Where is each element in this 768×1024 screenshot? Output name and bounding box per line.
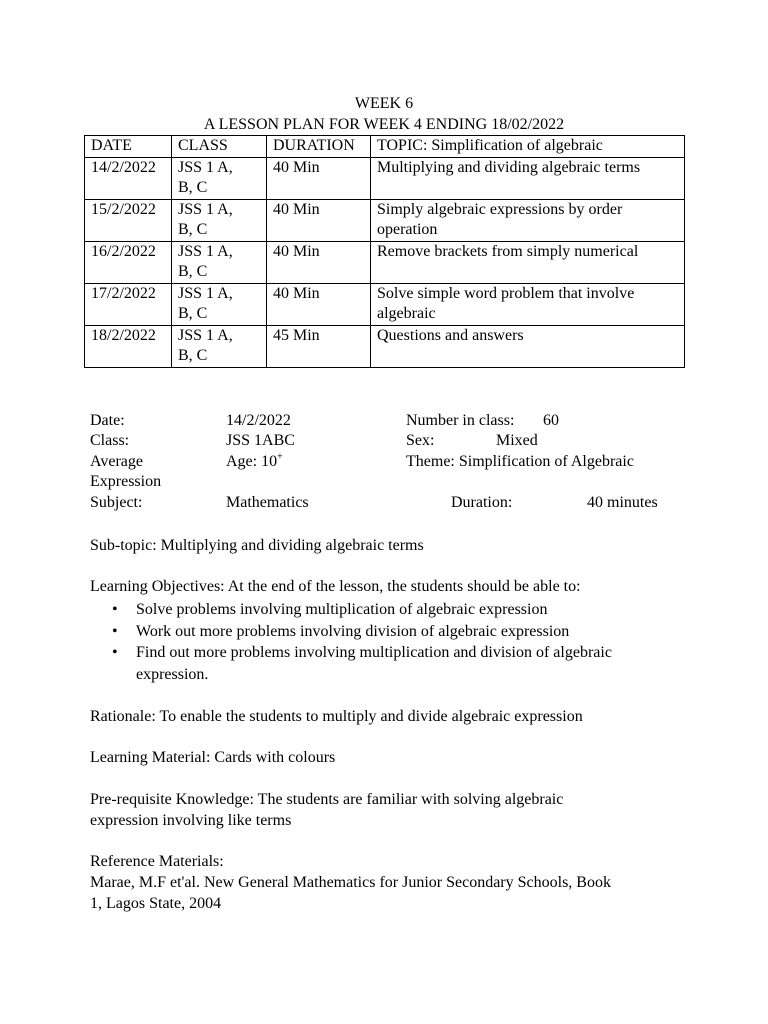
bullet-icon: • <box>112 644 118 661</box>
row-class <box>172 158 267 200</box>
class-line: JSS 1 A, <box>178 327 233 344</box>
table-row <box>85 200 685 242</box>
sex-label: Sex: <box>406 432 435 449</box>
row-duration: 40 Min <box>267 284 371 326</box>
prerequisite-line: Pre-requisite Knowledge: The students are familiar with solving algebraic <box>90 791 564 808</box>
subtopic: Sub-topic: Multiplying and dividing algebraic terms <box>90 537 424 554</box>
row-date: 18/2/2022 <box>85 326 172 368</box>
class-line: B, C <box>178 179 208 196</box>
topic-line: Solve simple word problem that involve <box>377 285 635 302</box>
table-header-row <box>85 136 685 158</box>
reference-heading: Reference Materials: <box>90 853 224 870</box>
week-heading: WEEK 6 <box>354 95 414 112</box>
row-date: 16/2/2022 <box>85 242 172 284</box>
class-line: B, C <box>178 263 208 280</box>
learning-material: Learning Material: Cards with colours <box>90 749 336 766</box>
row-class <box>172 200 267 242</box>
row-topic <box>371 284 685 326</box>
class-label: Class: <box>90 432 130 449</box>
header-duration: DURATION <box>267 136 371 158</box>
objective-text: Solve problems involving multiplication of algebraic expression <box>136 601 548 618</box>
topic-line: Questions and answers <box>377 327 524 344</box>
header-class: CLASS <box>172 136 267 158</box>
prerequisite-knowledge <box>90 789 690 831</box>
class-line: B, C <box>178 221 208 238</box>
topic-line: Simply algebraic expressions by order <box>377 201 623 218</box>
topic-line: Multiplying and dividing algebraic terms <box>377 159 641 176</box>
list-item <box>90 621 690 643</box>
bullet-icon: • <box>112 622 118 640</box>
row-date: 17/2/2022 <box>85 284 172 326</box>
objective-text: Find out more problems involving multiplication and division of algebraic <box>136 644 612 661</box>
rationale: Rationale: To enable the students to multiply and divide algebraic expression <box>90 708 583 725</box>
reference-line: 1, Lagos State, 2004 <box>90 895 222 912</box>
row-topic <box>371 200 685 242</box>
lesson-plan-table <box>84 135 685 368</box>
table-row <box>85 284 685 326</box>
age-field <box>226 452 283 472</box>
class-line: JSS 1 A, <box>178 285 233 302</box>
reference-materials <box>90 851 690 914</box>
number-in-class-value: 60 <box>543 412 559 429</box>
class-line: B, C <box>178 305 208 322</box>
row-duration: 40 Min <box>267 242 371 284</box>
row-class <box>172 284 267 326</box>
row-topic <box>371 326 685 368</box>
subject-label: Subject: <box>90 494 143 511</box>
row-class <box>172 326 267 368</box>
date-value: 14/2/2022 <box>226 412 291 429</box>
list-item <box>90 599 690 621</box>
row-topic <box>371 242 685 284</box>
duration-value: 40 minutes <box>587 494 658 511</box>
topic-line: algebraic <box>377 305 436 322</box>
bullet-icon: • <box>112 601 118 618</box>
sex-value: Mixed <box>496 432 538 449</box>
class-line: B, C <box>178 347 208 364</box>
date-label: Date: <box>90 412 125 429</box>
expression-label: Expression <box>90 473 162 490</box>
objectives-list <box>90 599 690 685</box>
row-topic <box>371 158 685 200</box>
row-date: 15/2/2022 <box>85 200 172 242</box>
subject-value: Mathematics <box>226 494 309 511</box>
age-superscript: + <box>277 451 283 463</box>
theme-label: Theme: Simplification of Algebraic <box>406 453 634 470</box>
header-topic: TOPIC: Simplification of algebraic <box>371 136 685 158</box>
row-duration: 40 Min <box>267 158 371 200</box>
prerequisite-line: expression involving like terms <box>90 812 292 829</box>
average-label: Average <box>90 453 143 470</box>
class-line: JSS 1 A, <box>178 159 233 176</box>
class-value: JSS 1ABC <box>226 432 295 449</box>
objective-text: Work out more problems involving division of algebraic expression <box>136 622 570 640</box>
number-in-class-label: Number in class: <box>406 412 515 429</box>
reference-line: Marae, M.F et'al. New General Mathematics for Junior Secondary Schools, Book <box>90 874 611 891</box>
table-row <box>85 242 685 284</box>
age-label: Age: 10 <box>226 453 278 470</box>
list-item <box>90 642 690 685</box>
table-row <box>85 158 685 200</box>
objective-text-continued: expression. <box>136 665 209 683</box>
class-line: JSS 1 A, <box>178 201 233 218</box>
duration-label: Duration: <box>451 494 513 511</box>
row-class <box>172 242 267 284</box>
row-duration: 45 Min <box>267 326 371 368</box>
header-date: DATE <box>85 136 172 158</box>
topic-line: operation <box>377 221 438 238</box>
row-duration: 40 Min <box>267 200 371 242</box>
lesson-plan-title: A LESSON PLAN FOR WEEK 4 ENDING 18/02/2022 <box>203 116 565 133</box>
row-date: 14/2/2022 <box>85 158 172 200</box>
class-line: JSS 1 A, <box>178 243 233 260</box>
topic-line: Remove brackets from simply numerical <box>377 243 639 260</box>
table-row <box>85 326 685 368</box>
objectives-intro: Learning Objectives: At the end of the lesson, the students should be able to: <box>90 578 581 595</box>
